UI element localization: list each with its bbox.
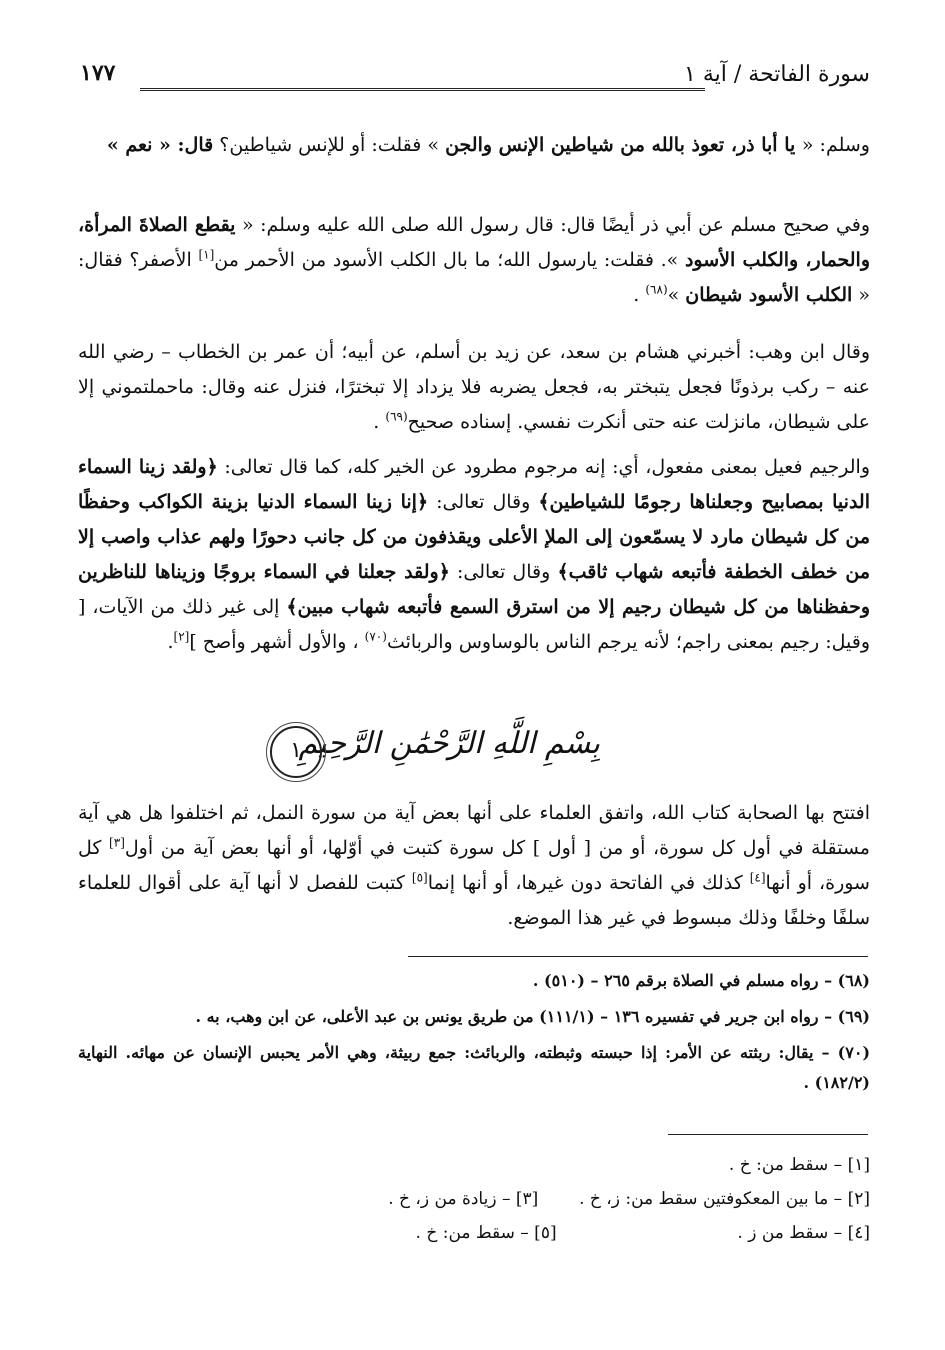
variant-note-row-1	[78, 1150, 870, 1180]
text-run: ، والأول أشهر وأصح ]	[189, 631, 365, 653]
variant-note-row-3	[78, 1218, 870, 1248]
variant-note: [٢] – ما بين المعكوفتين سقط من: ز، خ .	[579, 1189, 870, 1209]
page-number: ١٧٧	[80, 60, 116, 86]
quran-verse: ﴿ولقد زينا السماء الدنيا بمصابيح وجعلناها رجومًا للشياطين﴾	[78, 456, 870, 513]
variants-separator	[668, 1134, 868, 1135]
variant-ref: [٤]	[749, 870, 766, 885]
text-run: » فقلت: أو للإنس شياطين؟	[213, 134, 446, 156]
text-run: إلى غير ذلك من الآيات، [ وقيل: رجيم بمعنى راجم؛ لأنه يرجم الناس بالوساوس والربائث	[78, 596, 870, 653]
paragraph-1	[78, 128, 870, 163]
text-run: افتتح بها الصحابة كتاب الله، واتفق العلماء على أنها بعض آية من سورة النمل، ثم اختلفوا هل هي آية مستقلة في أول كل سورة، أو من [ أول ] كل سورة كتبت في أوّلها، أو أنها بعض آية من أول	[78, 802, 870, 859]
text-run: كتبت للفصل لا أنها آية على أقوال للعلماء سلفًا وخلفًا وذلك مبسوط في غير هذا الموضع.	[78, 872, 870, 929]
basmala-text: بِسْمِ اللَّهِ الرَّحْمَٰنِ الرَّحِيمِ	[298, 726, 600, 761]
text-run: وسلم: «	[801, 134, 870, 156]
quran-verse: ﴿إنا زينا السماء الدنيا بزينة الكواكب وحفظًا من كل شيطان مارد لا يسمّعون إلى الملإ الأعلى ويقذفون من كل جانب دحورًا ولهم عذاب واصب إلا من خطف الخطفة فأتبعه شهاب ثاقب﴾	[78, 491, 870, 583]
running-title: سورة الفاتحة / آية ١	[684, 62, 870, 87]
text-run: كل سورة، أو أنها	[78, 837, 870, 894]
footnote-69: (٦٩) – رواه ابن جرير في تفسيره ١٣٦ – (١١١/١) من طريق يونس بن عبد الأعلى، عن ابن وهب، به .	[195, 1007, 870, 1026]
text-run: .	[167, 631, 174, 653]
variant-ref: [٢]	[173, 629, 190, 644]
variant-note: [٣] – زيادة من ز، خ .	[388, 1189, 539, 1209]
variant-note-row-2	[78, 1184, 870, 1214]
text-run: الأصفر؟ فقال: «	[78, 249, 870, 306]
footnote-ref: (٦٨)	[645, 282, 668, 297]
text-run: وفي صحيح مسلم عن أبي ذر أيضًا قال: قال رسول الله صلى الله عليه وسلم: «	[235, 214, 870, 236]
variant-note: [٥] – سقط من: خ .	[415, 1223, 557, 1243]
paragraph-2	[78, 208, 870, 313]
variant-ref: [١]	[198, 247, 215, 262]
hadith-text: يقطع الصلاةَ المرأة، والحمار، والكلب الأسود	[78, 214, 871, 271]
quran-verse: ﴿ولقد جعلنا في السماء بروجًا وزيناها للناظرين وحفظناها من كل شيطان رجيم إلا من استرق السمع فأتبعه شهاب مبين﴾	[78, 561, 870, 618]
text-run: كذلك في الفاتحة دون غيرها، أو أنها إنما	[427, 872, 750, 894]
hadith-text: قال: « نعم »	[106, 134, 214, 156]
variant-ref: [٣]	[109, 835, 125, 850]
paragraph-5	[78, 796, 870, 936]
footnote-70: (٧٠) – يقال: ربثته عن الأمر: إذا حبسته وثبطته، والربائث: جمع ربيثة، وهي الأمر يحبس الإنسان عن مهائه. النهاية (١٨٢/٢) .	[78, 1043, 871, 1092]
text-run: ». فقلت: يارسول الله؛ ما بال الكلب الأسود من الأحمر من	[214, 249, 685, 271]
footnote-ref: (٦٩)	[385, 409, 408, 424]
text-run: .	[633, 284, 646, 306]
hadith-text: الكلب الأسود شيطان	[685, 284, 853, 306]
variant-note: [١] – سقط من: خ .	[728, 1155, 870, 1175]
paragraph-3	[78, 335, 870, 440]
ayah-number-ornament	[270, 726, 322, 778]
text-run: وقال ابن وهب: أخبرني هشام بن سعد، عن زيد بن أسلم، عن أبيه؛ أن عمر بن الخطاب – رضي الله عنه – ركب برذونًا فجعل يتبختر به، فجعل يضربه فلا يزداد إلا تبخترًا، فنزل عنه وقال: ماحملتموني إلا على شيطان، مانزلت عنه حتى أنكرت نفسي. إسناده صحيح	[78, 341, 870, 433]
text-run: وقال تعالى:	[449, 561, 558, 583]
text-run: والرجيم فعيل بمعنى مفعول، أي: إنه مرجوم مطرود عن الخير كله، كما قال تعالى:	[217, 456, 871, 478]
hadith-text: يا أبا ذر، تعوذ بالله من شياطين الإنس والجن	[445, 134, 802, 156]
paragraph-4	[78, 450, 870, 660]
ayah-number: ١	[290, 738, 302, 763]
page-header	[80, 60, 870, 100]
text-run: .	[373, 411, 386, 433]
text-run: »	[667, 284, 686, 306]
header-rule	[140, 88, 705, 91]
footnote-separator	[408, 956, 868, 957]
footnote-ref: (٧٠)	[364, 629, 387, 644]
variant-note: [٤] – سقط من ز .	[737, 1223, 870, 1243]
variant-ref: [٥]	[411, 870, 428, 885]
footnote-68: (٦٨) – رواه مسلم في الصلاة برقم ٢٦٥ – (٥١٠) .	[532, 971, 870, 990]
basmala-heading	[270, 720, 670, 780]
text-run: وقال تعالى:	[428, 491, 539, 513]
